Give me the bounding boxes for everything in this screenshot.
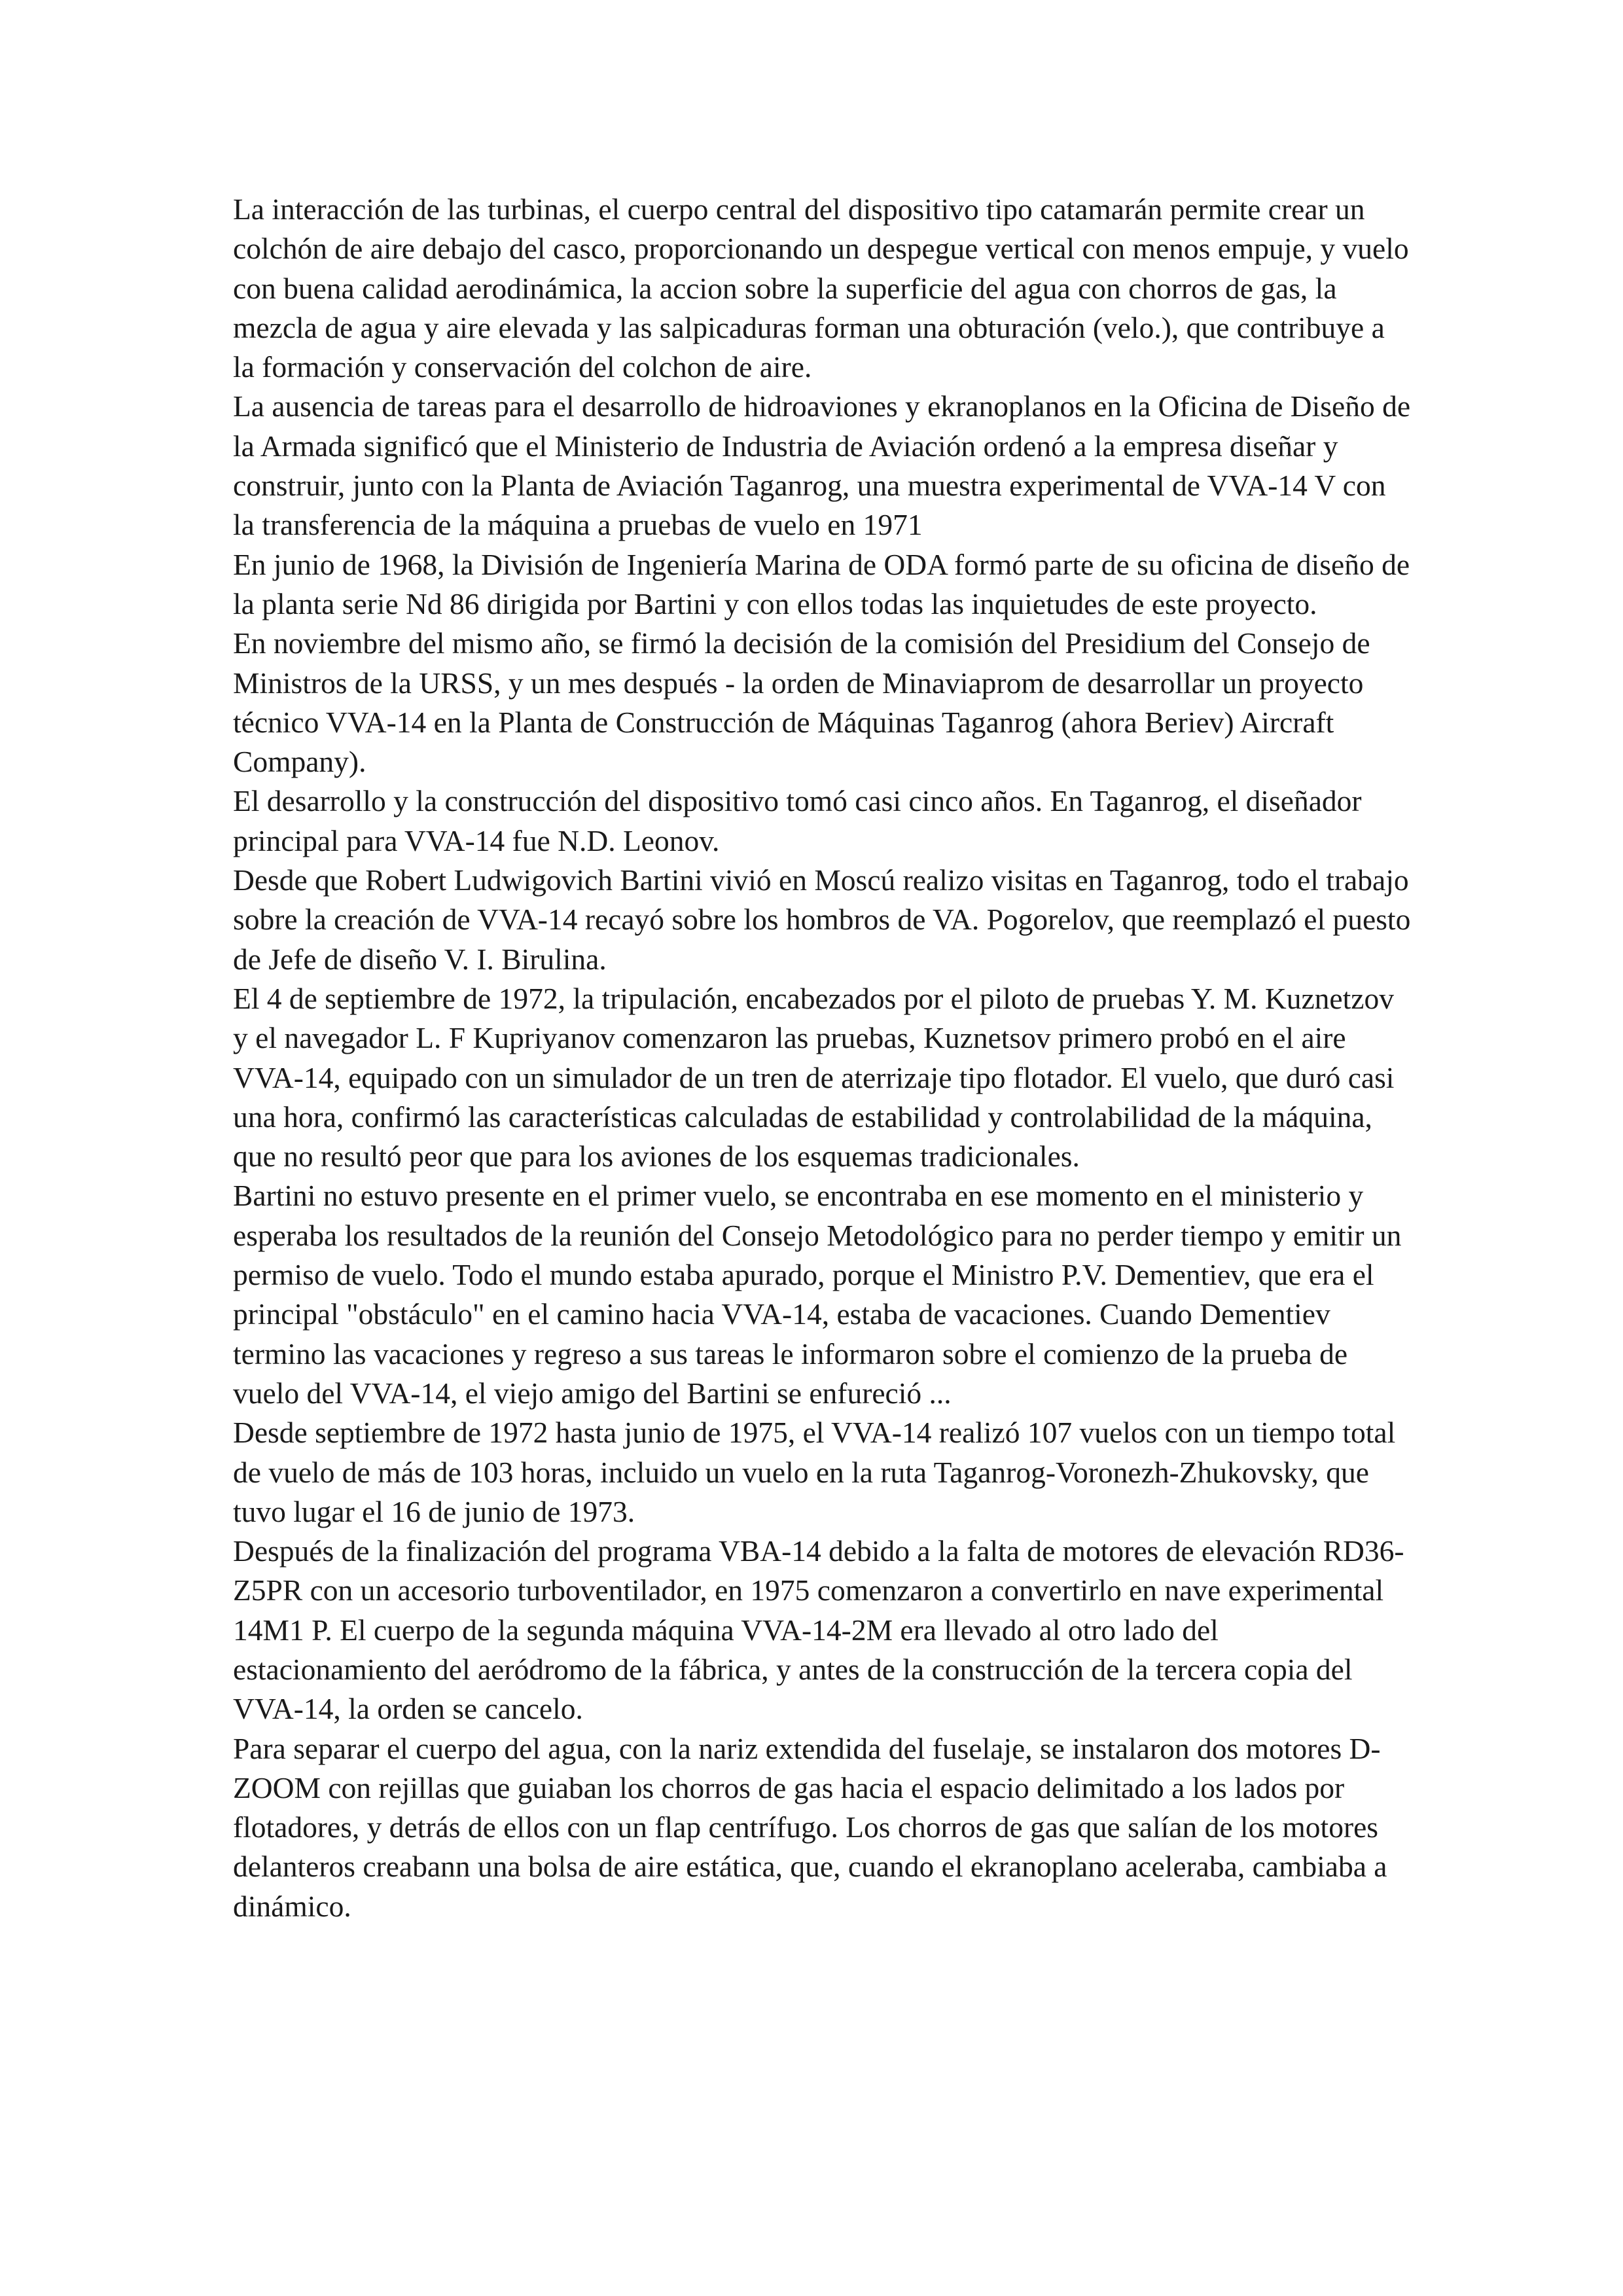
paragraph-design-bureau: La ausencia de tareas para el desarrollo de hidroaviones y ekranoplanos en la Oficina de Diseño de la Armada significó que el Ministerio de Industria de Aviación ordenó a la empresa diseñar y construir, junto con la Planta de Aviación Taganrog, una muestra experimental de VVA-14 V con la transferencia de la máquina a pruebas de vuelo en 1971: [233, 389, 1411, 542]
paragraph-first-flight: El 4 de septiembre de 1972, la tripulación, encabezados por el piloto de pruebas Y. M. Kuznetzov y el navegador L. F Kupriyanov comenzaron las pruebas, Kuznetsov primero probó en el aire VVA-14, equipado con un simulador de un tren de aterrizaje tipo flotador. El vuelo, que duró casi una hora, confirmó las características calculadas de estabilidad y controlabilidad de la máquina, que no resultó peor que para los aviones de los esquemas tradicionales.: [233, 981, 1395, 1174]
paragraph-june-1968: En junio de 1968, la División de Ingeniería Marina de ODA formó parte de su oficina de diseño de la planta serie Nd 86 dirigida por Bartini y con ellos todas las inquietudes de este proyecto.: [233, 547, 1410, 620]
paragraph-bartini-moscow: Desde que Robert Ludwigovich Bartini vivió en Moscú realizo visitas en Taganrog, todo el trabajo sobre la creación de VVA-14 recayó sobre los hombros de VA. Pogorelov, que reemplazó el puesto de Jefe de diseño V. I. Birulina.: [233, 863, 1411, 976]
paragraph-program-end: Después de la finalización del programa VBA-14 debido a la falta de motores de elevación RD36-Z5PR con un accesorio turboventilador, en 1975 comenzaron a convertirlo en nave experimental 14M1 P. El cuerpo de la segunda máquina VVA-14-2M era llevado al otro lado del estacionamiento del aeródromo de la fábrica, y antes de la construcción de la tercera copia del VVA-14, la orden se cancelo.: [233, 1534, 1404, 1726]
paragraph-development: El desarrollo y la construcción del dispositivo tomó casi cinco años. En Taganrog, el diseñador principal para VVA-14 fue N.D. Leonov.: [233, 784, 1362, 857]
document-body: [233, 190, 1411, 1926]
paragraph-november-decision: En noviembre del mismo año, se firmó la decisión de la comisión del Presidium del Consejo de Ministros de la URSS, y un mes después - la orden de Minaviaprom de desarrollar un proyecto técnico VVA-14 en la Planta de Construcción de Máquinas Taganrog (ahora Beriev) Aircraft Company).: [233, 626, 1370, 779]
paragraph-flight-record: Desde septiembre de 1972 hasta junio de 1975, el VVA-14 realizó 107 vuelos con un tiempo total de vuelo de más de 103 horas, incluido un vuelo en la ruta Taganrog-Voronezh-Zhukovsky, que tuvo lugar el 16 de junio de 1973.: [233, 1416, 1396, 1528]
paragraph-engines: Para separar el cuerpo del agua, con la nariz extendida del fuselaje, se instalaron dos motores D-ZOOM con rejillas que guiaban los chorros de gas hacia el espacio delimitado a los lados por flotadores, y detrás de ellos con un flap centrífugo. Los chorros de gas que salían de los motores delanteros creabann una bolsa de aire estática, que, cuando el ekranoplano aceleraba, cambiaba a dinámico.: [233, 1731, 1387, 1923]
paragraph-air-cushion: La interacción de las turbinas, el cuerpo central del dispositivo tipo catamarán permite crear un colchón de aire debajo del casco, proporcionando un despegue vertical con menos empuje, y vuelo con buena calidad aerodinámica, la accion sobre la superficie del agua con chorros de gas, la mezcla de agua y aire elevada y las salpicaduras forman una obturación (velo.), que contribuye a la formación y conservación del colchon de aire.: [233, 192, 1409, 384]
paragraph-bartini-absent: Bartini no estuvo presente en el primer vuelo, se encontraba en ese momento en el ministerio y esperaba los resultados de la reunión del Consejo Metodológico para no perder tiempo y emitir un permiso de vuelo. Todo el mundo estaba apurado, porque el Ministro P.V. Dementiev, que era el principal "obstáculo" en el camino hacia VVA-14, estaba de vacaciones. Cuando Dementiev termino las vacaciones y regreso a sus tareas le informaron sobre el comienzo de la prueba de vuelo del VVA-14, el viejo amigo del Bartini se enfureció ...: [233, 1179, 1402, 1410]
